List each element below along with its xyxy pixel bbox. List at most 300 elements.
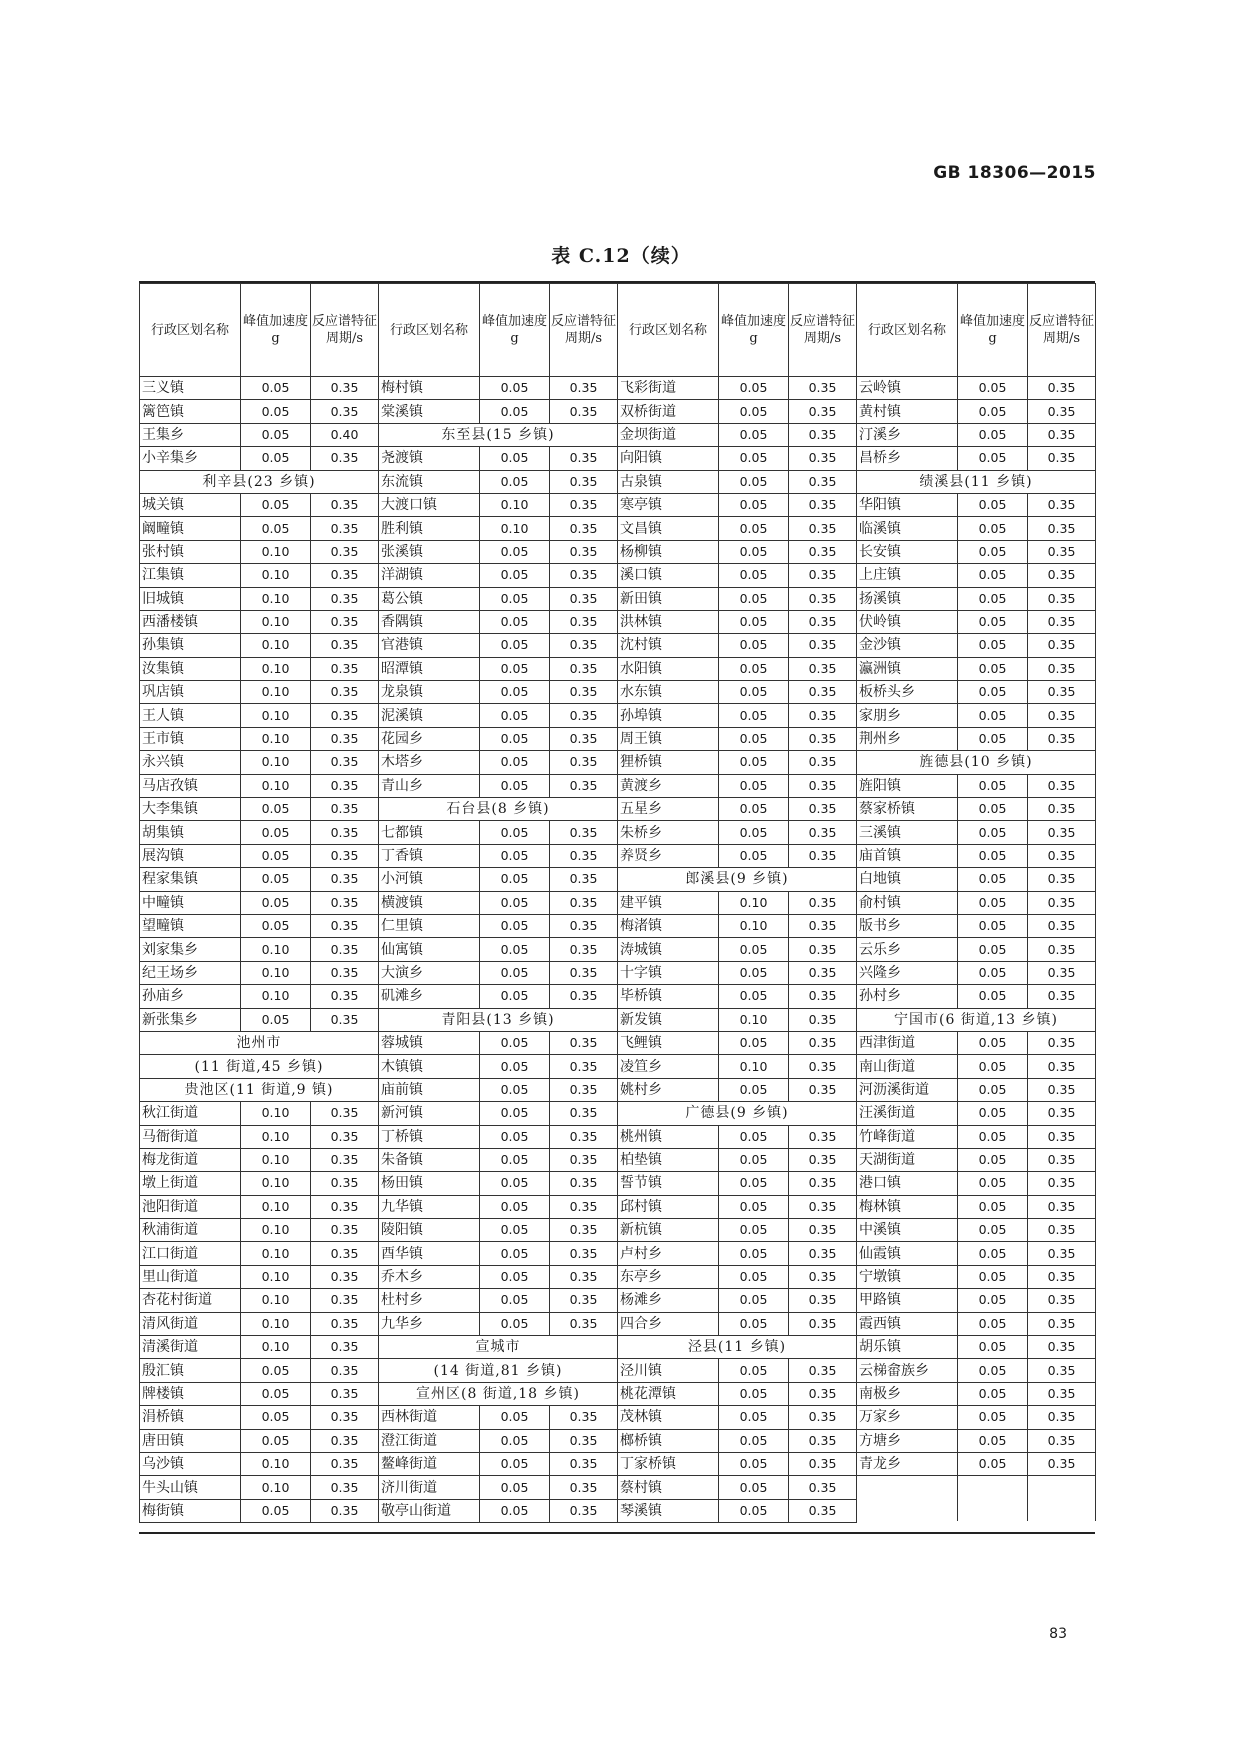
admin-division-name: 汝集镇 xyxy=(140,657,241,680)
table-row xyxy=(618,1195,857,1218)
table-row xyxy=(618,1172,857,1195)
peak-acceleration: 0.10 xyxy=(719,891,789,914)
table-row xyxy=(140,1359,379,1382)
admin-division-name: 阚疃镇 xyxy=(140,517,241,540)
admin-division-name: 黄村镇 xyxy=(857,400,958,423)
peak-acceleration: 0.05 xyxy=(958,540,1028,563)
admin-division-name: 竹峰街道 xyxy=(857,1125,958,1148)
response-period: 0.35 xyxy=(550,564,618,587)
response-period: 0.35 xyxy=(789,1312,857,1335)
peak-acceleration: 0.05 xyxy=(958,657,1028,680)
table-row xyxy=(140,1195,379,1218)
empty-cell xyxy=(958,1476,1028,1499)
table-row xyxy=(140,1312,379,1335)
peak-acceleration: 0.05 xyxy=(958,914,1028,937)
admin-division-name: 尧渡镇 xyxy=(379,447,480,470)
admin-division-name: 云乐乡 xyxy=(857,938,958,961)
group-heading: 青阳县(13 乡镇) xyxy=(379,1008,618,1031)
admin-division-name: 家朋乡 xyxy=(857,704,958,727)
peak-acceleration: 0.05 xyxy=(480,1078,550,1101)
response-period: 0.35 xyxy=(789,1476,857,1499)
peak-acceleration: 0.05 xyxy=(480,1429,550,1452)
admin-division-name: 黄渡乡 xyxy=(618,774,719,797)
response-period: 0.35 xyxy=(550,517,618,540)
peak-acceleration: 0.10 xyxy=(241,610,311,633)
group-heading: 贵池区(11 街道,9 镇) xyxy=(140,1078,379,1101)
table-row xyxy=(618,1429,857,1452)
response-period: 0.35 xyxy=(1028,1195,1096,1218)
response-period: 0.35 xyxy=(789,1055,857,1078)
peak-acceleration: 0.05 xyxy=(719,657,789,680)
response-period: 0.35 xyxy=(1028,985,1096,1008)
admin-division-name: 姚村乡 xyxy=(618,1078,719,1101)
table-row xyxy=(140,1102,379,1125)
response-period: 0.35 xyxy=(311,1195,379,1218)
table-row xyxy=(140,681,379,704)
table-row xyxy=(618,423,857,446)
admin-division-name: 东亭乡 xyxy=(618,1265,719,1288)
peak-acceleration: 0.05 xyxy=(480,470,550,493)
response-period: 0.35 xyxy=(789,961,857,984)
peak-acceleration: 0.05 xyxy=(241,1008,311,1031)
admin-division-name: 卢村乡 xyxy=(618,1242,719,1265)
response-period: 0.35 xyxy=(789,1219,857,1242)
peak-acceleration: 0.05 xyxy=(480,1499,550,1522)
admin-division-name: 甲路镇 xyxy=(857,1289,958,1312)
admin-division-name: 仁里镇 xyxy=(379,914,480,937)
admin-division-name: 江口街道 xyxy=(140,1242,241,1265)
response-period: 0.35 xyxy=(789,610,857,633)
table-row xyxy=(379,400,618,423)
peak-acceleration: 0.05 xyxy=(241,493,311,516)
peak-acceleration: 0.05 xyxy=(719,400,789,423)
table-row xyxy=(140,1452,379,1475)
admin-division-name: 鳌峰街道 xyxy=(379,1452,480,1475)
response-period: 0.35 xyxy=(1028,774,1096,797)
response-period: 0.35 xyxy=(550,1499,618,1522)
response-period: 0.35 xyxy=(311,1289,379,1312)
response-period: 0.35 xyxy=(1028,1265,1096,1288)
response-period: 0.35 xyxy=(311,1452,379,1475)
table-row xyxy=(857,564,1096,587)
table-row xyxy=(140,821,379,844)
peak-acceleration: 0.10 xyxy=(241,1476,311,1499)
table-row xyxy=(857,540,1096,563)
table-row xyxy=(857,1452,1096,1475)
table-row xyxy=(379,774,618,797)
response-period: 0.35 xyxy=(550,1289,618,1312)
header-name: 行政区划名称 xyxy=(857,284,958,377)
peak-acceleration: 0.05 xyxy=(480,727,550,750)
response-period: 0.35 xyxy=(311,1382,379,1405)
peak-acceleration: 0.05 xyxy=(241,868,311,891)
peak-acceleration: 0.05 xyxy=(480,564,550,587)
admin-division-name: 板桥头乡 xyxy=(857,681,958,704)
response-period: 0.35 xyxy=(789,1359,857,1382)
response-period: 0.35 xyxy=(311,1406,379,1429)
peak-acceleration: 0.05 xyxy=(719,1078,789,1101)
response-period: 0.35 xyxy=(1028,1148,1096,1171)
peak-acceleration: 0.05 xyxy=(241,914,311,937)
table-row xyxy=(140,587,379,610)
admin-division-name: 周王镇 xyxy=(618,727,719,750)
response-period: 0.35 xyxy=(550,704,618,727)
table-row xyxy=(857,681,1096,704)
peak-acceleration: 0.10 xyxy=(241,1125,311,1148)
peak-acceleration: 0.05 xyxy=(958,1031,1028,1054)
admin-division-name: 天湖街道 xyxy=(857,1148,958,1171)
table-row xyxy=(618,1476,857,1499)
response-period: 0.35 xyxy=(311,914,379,937)
admin-division-name: 棠溪镇 xyxy=(379,400,480,423)
peak-acceleration: 0.05 xyxy=(480,540,550,563)
table-row xyxy=(379,564,618,587)
admin-division-name: 仙寓镇 xyxy=(379,938,480,961)
admin-division-name: 版书乡 xyxy=(857,914,958,937)
admin-division-name: 洋湖镇 xyxy=(379,564,480,587)
peak-acceleration: 0.10 xyxy=(241,938,311,961)
response-period: 0.35 xyxy=(550,1055,618,1078)
table-row xyxy=(857,657,1096,680)
table-row xyxy=(857,821,1096,844)
peak-acceleration: 0.05 xyxy=(719,1452,789,1475)
table-row xyxy=(618,447,857,470)
table-row xyxy=(379,1195,618,1218)
peak-acceleration: 0.05 xyxy=(958,1195,1028,1218)
response-period: 0.35 xyxy=(1028,587,1096,610)
admin-division-name: 杏花村街道 xyxy=(140,1289,241,1312)
peak-acceleration: 0.05 xyxy=(958,1452,1028,1475)
admin-division-name: 向阳镇 xyxy=(618,447,719,470)
peak-acceleration: 0.05 xyxy=(241,1406,311,1429)
response-period: 0.35 xyxy=(789,751,857,774)
table-row xyxy=(618,587,857,610)
peak-acceleration: 0.05 xyxy=(719,1219,789,1242)
peak-acceleration: 0.05 xyxy=(480,634,550,657)
table-row xyxy=(140,914,379,937)
admin-division-name: 唐田镇 xyxy=(140,1429,241,1452)
response-period: 0.35 xyxy=(789,844,857,867)
peak-acceleration: 0.10 xyxy=(241,1312,311,1335)
admin-division-name: 上庄镇 xyxy=(857,564,958,587)
response-period: 0.35 xyxy=(1028,377,1096,400)
response-period: 0.35 xyxy=(550,1078,618,1101)
table-row xyxy=(857,1172,1096,1195)
group-heading: 宁国市(6 街道,13 乡镇) xyxy=(857,1008,1096,1031)
table-row xyxy=(140,1172,379,1195)
peak-acceleration: 0.05 xyxy=(480,1452,550,1475)
peak-acceleration: 0.05 xyxy=(480,1125,550,1148)
peak-acceleration: 0.05 xyxy=(480,1195,550,1218)
admin-division-name: 永兴镇 xyxy=(140,751,241,774)
peak-acceleration: 0.10 xyxy=(241,727,311,750)
table-row xyxy=(140,727,379,750)
admin-division-name: 香隅镇 xyxy=(379,610,480,633)
admin-division-name: 云岭镇 xyxy=(857,377,958,400)
table-row xyxy=(618,1406,857,1429)
admin-division-name: 王人镇 xyxy=(140,704,241,727)
peak-acceleration: 0.05 xyxy=(719,1476,789,1499)
peak-acceleration: 0.05 xyxy=(480,1172,550,1195)
admin-division-name: 胜利镇 xyxy=(379,517,480,540)
peak-acceleration: 0.05 xyxy=(241,517,311,540)
group-header-row xyxy=(379,798,618,821)
admin-division-name: 纪王场乡 xyxy=(140,961,241,984)
table-row xyxy=(379,891,618,914)
admin-division-name: 蓉城镇 xyxy=(379,1031,480,1054)
group-heading: 宣城市 xyxy=(379,1336,618,1359)
admin-division-name: 朱备镇 xyxy=(379,1148,480,1171)
peak-acceleration: 0.05 xyxy=(719,681,789,704)
admin-division-name: 寒亭镇 xyxy=(618,493,719,516)
peak-acceleration: 0.10 xyxy=(241,1452,311,1475)
response-period: 0.35 xyxy=(789,1078,857,1101)
peak-acceleration: 0.05 xyxy=(958,868,1028,891)
table-row xyxy=(857,1289,1096,1312)
table-row xyxy=(857,774,1096,797)
peak-acceleration: 0.05 xyxy=(480,400,550,423)
response-period: 0.35 xyxy=(311,727,379,750)
table-row xyxy=(379,447,618,470)
table-row xyxy=(618,1452,857,1475)
response-period: 0.35 xyxy=(1028,704,1096,727)
peak-acceleration: 0.05 xyxy=(480,914,550,937)
admin-division-name: 葛公镇 xyxy=(379,587,480,610)
admin-division-name: 杨滩乡 xyxy=(618,1289,719,1312)
peak-acceleration: 0.05 xyxy=(241,821,311,844)
response-period: 0.35 xyxy=(550,1102,618,1125)
peak-acceleration: 0.10 xyxy=(241,961,311,984)
peak-acceleration: 0.10 xyxy=(241,540,311,563)
response-period: 0.35 xyxy=(550,493,618,516)
admin-division-name: 古泉镇 xyxy=(618,470,719,493)
response-period: 0.35 xyxy=(311,985,379,1008)
peak-acceleration: 0.05 xyxy=(241,400,311,423)
table-row xyxy=(618,914,857,937)
admin-division-name: 蔡家桥镇 xyxy=(857,798,958,821)
response-period: 0.35 xyxy=(789,400,857,423)
admin-division-name: 港口镇 xyxy=(857,1172,958,1195)
peak-acceleration: 0.05 xyxy=(958,1219,1028,1242)
peak-acceleration: 0.05 xyxy=(480,1289,550,1312)
table-row xyxy=(379,821,618,844)
response-period: 0.35 xyxy=(311,868,379,891)
response-period: 0.35 xyxy=(550,1452,618,1475)
peak-acceleration: 0.05 xyxy=(719,1382,789,1405)
admin-division-name: 大李集镇 xyxy=(140,798,241,821)
admin-division-name: 展沟镇 xyxy=(140,844,241,867)
table-row xyxy=(140,423,379,446)
admin-division-name: 大演乡 xyxy=(379,961,480,984)
admin-division-name: 长安镇 xyxy=(857,540,958,563)
peak-acceleration: 0.05 xyxy=(958,844,1028,867)
admin-division-name: 新杭镇 xyxy=(618,1219,719,1242)
table-row xyxy=(857,1336,1096,1359)
table-row xyxy=(618,985,857,1008)
table-row xyxy=(140,1336,379,1359)
admin-division-name: 乔木乡 xyxy=(379,1265,480,1288)
table-row xyxy=(618,470,857,493)
response-period: 0.35 xyxy=(550,1312,618,1335)
group-header-row xyxy=(618,868,857,891)
table-row xyxy=(857,868,1096,891)
admin-division-name: 巩店镇 xyxy=(140,681,241,704)
peak-acceleration: 0.05 xyxy=(719,751,789,774)
table-row xyxy=(140,985,379,1008)
peak-acceleration: 0.05 xyxy=(480,1406,550,1429)
peak-acceleration: 0.05 xyxy=(719,1312,789,1335)
response-period: 0.35 xyxy=(550,1265,618,1288)
admin-division-name: 河沥溪街道 xyxy=(857,1078,958,1101)
admin-division-name: 龙泉镇 xyxy=(379,681,480,704)
response-period: 0.35 xyxy=(550,868,618,891)
admin-division-name: 敬亭山街道 xyxy=(379,1499,480,1522)
peak-acceleration: 0.05 xyxy=(719,1429,789,1452)
peak-acceleration: 0.05 xyxy=(480,1102,550,1125)
response-period: 0.35 xyxy=(1028,798,1096,821)
response-period: 0.40 xyxy=(311,423,379,446)
table-row xyxy=(140,400,379,423)
peak-acceleration: 0.05 xyxy=(958,564,1028,587)
peak-acceleration: 0.10 xyxy=(241,1219,311,1242)
table-row xyxy=(379,1476,618,1499)
table-row xyxy=(379,540,618,563)
table-row xyxy=(379,1148,618,1171)
peak-acceleration: 0.05 xyxy=(480,587,550,610)
table-row xyxy=(618,400,857,423)
peak-acceleration: 0.10 xyxy=(241,704,311,727)
peak-acceleration: 0.10 xyxy=(480,493,550,516)
peak-acceleration: 0.05 xyxy=(958,891,1028,914)
table-row xyxy=(857,1359,1096,1382)
response-period: 0.35 xyxy=(311,1265,379,1288)
peak-acceleration: 0.05 xyxy=(719,470,789,493)
peak-acceleration: 0.05 xyxy=(958,1336,1028,1359)
table-row xyxy=(379,727,618,750)
table-row xyxy=(857,727,1096,750)
table-row xyxy=(140,1242,379,1265)
response-period: 0.35 xyxy=(1028,1031,1096,1054)
table-row xyxy=(379,517,618,540)
table-row xyxy=(379,1429,618,1452)
peak-acceleration: 0.10 xyxy=(241,634,311,657)
peak-acceleration: 0.05 xyxy=(958,423,1028,446)
peak-acceleration: 0.05 xyxy=(958,517,1028,540)
response-period: 0.35 xyxy=(550,1125,618,1148)
table-row xyxy=(857,423,1096,446)
admin-division-name: 江集镇 xyxy=(140,564,241,587)
admin-division-name: 柏垫镇 xyxy=(618,1148,719,1171)
admin-division-name: 篱笆镇 xyxy=(140,400,241,423)
admin-division-name: 洪林镇 xyxy=(618,610,719,633)
peak-acceleration: 0.05 xyxy=(719,821,789,844)
table-row xyxy=(857,634,1096,657)
admin-division-name: 沈村镇 xyxy=(618,634,719,657)
table-row xyxy=(140,1406,379,1429)
admin-division-name: 胡集镇 xyxy=(140,821,241,844)
empty-row xyxy=(857,1499,1096,1521)
table-row xyxy=(140,540,379,563)
table-row xyxy=(140,798,379,821)
header-name: 行政区划名称 xyxy=(140,284,241,377)
admin-division-name: 青龙乡 xyxy=(857,1452,958,1475)
admin-division-name: 孙集镇 xyxy=(140,634,241,657)
response-period: 0.35 xyxy=(789,564,857,587)
peak-acceleration: 0.05 xyxy=(480,1242,550,1265)
admin-division-name: 伏岭镇 xyxy=(857,610,958,633)
table-row xyxy=(618,540,857,563)
admin-division-name: 云梯畲族乡 xyxy=(857,1359,958,1382)
table-row xyxy=(379,377,618,400)
response-period: 0.35 xyxy=(550,610,618,633)
group-header-row xyxy=(140,470,379,493)
response-period: 0.35 xyxy=(311,1429,379,1452)
response-period: 0.35 xyxy=(789,1499,857,1522)
table-row xyxy=(857,914,1096,937)
admin-division-name: 马衙街道 xyxy=(140,1125,241,1148)
admin-division-name: 汀溪乡 xyxy=(857,423,958,446)
response-period: 0.35 xyxy=(789,587,857,610)
table-column-3 xyxy=(617,283,857,1523)
admin-division-name: 池阳街道 xyxy=(140,1195,241,1218)
group-header-row xyxy=(140,1031,379,1054)
table-column-4 xyxy=(856,283,1096,1521)
table-row xyxy=(618,1499,857,1522)
admin-division-name: 张溪镇 xyxy=(379,540,480,563)
response-period: 0.35 xyxy=(789,1242,857,1265)
response-period: 0.35 xyxy=(311,447,379,470)
table-row xyxy=(857,377,1096,400)
admin-division-name: 秋江街道 xyxy=(140,1102,241,1125)
table-column-2 xyxy=(378,283,618,1523)
admin-division-name: 大渡口镇 xyxy=(379,493,480,516)
admin-division-name: 新河镇 xyxy=(379,1102,480,1125)
table-row xyxy=(618,1031,857,1054)
response-period: 0.35 xyxy=(550,844,618,867)
response-period: 0.35 xyxy=(789,1008,857,1031)
table-row xyxy=(140,891,379,914)
response-period: 0.35 xyxy=(311,961,379,984)
admin-division-name: 杨田镇 xyxy=(379,1172,480,1195)
table-row xyxy=(857,961,1096,984)
response-period: 0.35 xyxy=(550,400,618,423)
response-period: 0.35 xyxy=(789,891,857,914)
table-row xyxy=(618,1078,857,1101)
table-row xyxy=(379,751,618,774)
peak-acceleration: 0.05 xyxy=(958,821,1028,844)
response-period: 0.35 xyxy=(311,844,379,867)
response-period: 0.35 xyxy=(550,1476,618,1499)
response-period: 0.35 xyxy=(789,377,857,400)
admin-division-name: 庙首镇 xyxy=(857,844,958,867)
response-period: 0.35 xyxy=(1028,1382,1096,1405)
table-row xyxy=(857,1312,1096,1335)
table-row xyxy=(140,657,379,680)
response-period: 0.35 xyxy=(1028,1406,1096,1429)
admin-division-name: 三义镇 xyxy=(140,377,241,400)
peak-acceleration: 0.05 xyxy=(719,1499,789,1522)
peak-acceleration: 0.05 xyxy=(241,1429,311,1452)
response-period: 0.35 xyxy=(789,470,857,493)
admin-division-name: 昭潭镇 xyxy=(379,657,480,680)
response-period: 0.35 xyxy=(550,774,618,797)
response-period: 0.35 xyxy=(1028,1102,1096,1125)
peak-acceleration: 0.05 xyxy=(958,1265,1028,1288)
peak-acceleration: 0.05 xyxy=(480,938,550,961)
peak-acceleration: 0.05 xyxy=(719,727,789,750)
admin-division-name: 桃花潭镇 xyxy=(618,1382,719,1405)
admin-division-name: 俞村镇 xyxy=(857,891,958,914)
